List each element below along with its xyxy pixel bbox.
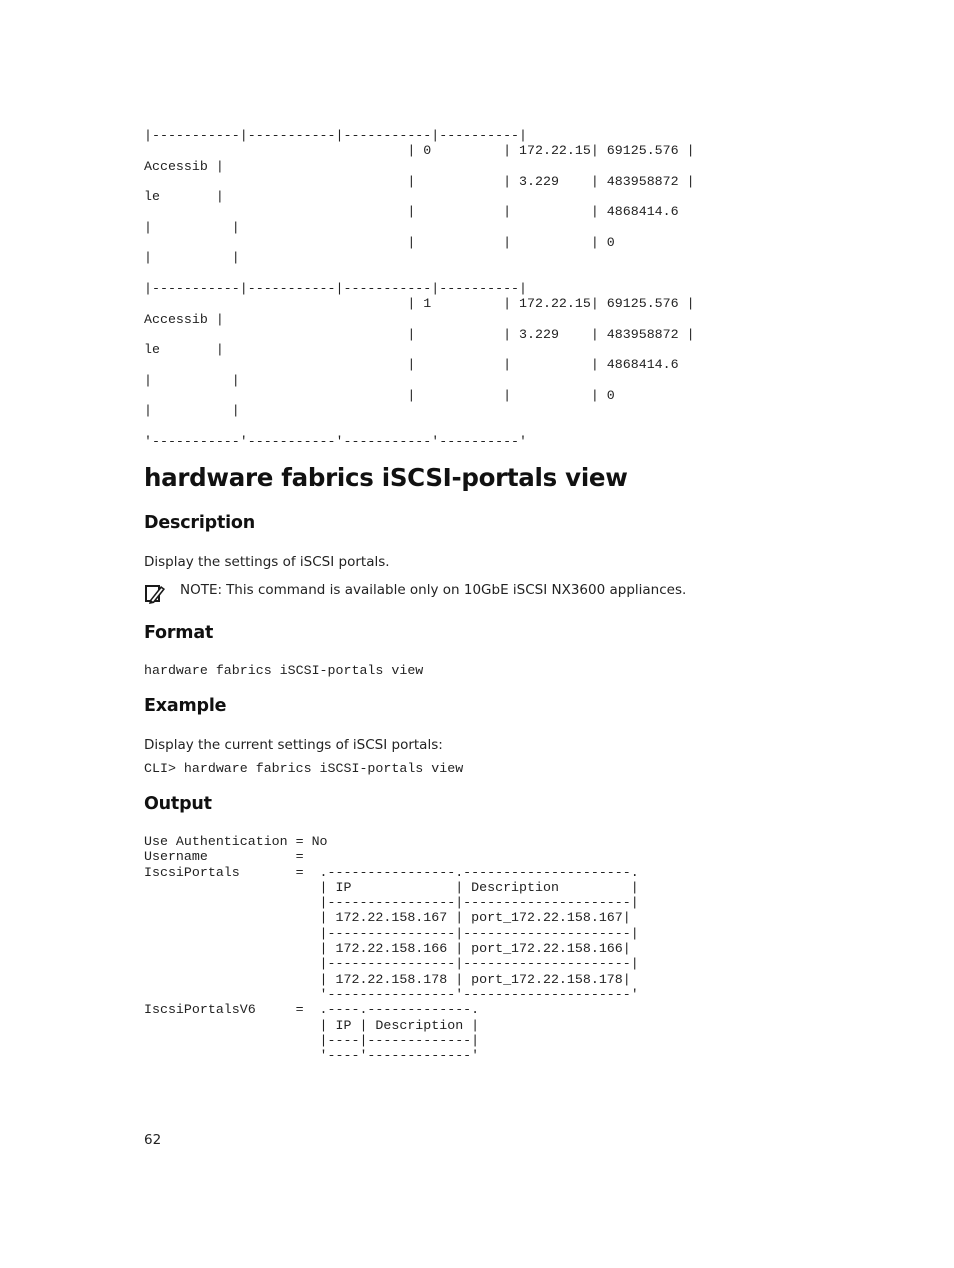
note-pencil-icon [144,582,166,606]
note-callout [144,582,686,606]
example-heading: Example [144,696,227,716]
format-code: hardware fabrics iSCSI-portals view [144,663,424,678]
note-label: NOTE: [180,582,223,598]
description-heading: Description [144,513,255,533]
output-code: Use Authentication = No Username = IscsiPortals = .----------------.---------------------. | IP | Description | |----------------|---------------------| | 172.22.158.167 | port_172.22.158.167| |----------------|---------------------| | 172.22.158.166 | port_172.22.158.166| |----------------|---------------------| | 172.22.158.178 | port_172.22.158.178| '----------------'---------------------' IscsiPortalsV6 = .----.-------------. | IP | Description | |----|-------------| '----'-------------' [144,834,639,1064]
page-number: 62 [144,1132,162,1148]
section-title: hardware fabrics iSCSI-portals view [144,463,628,492]
example-text: Display the current settings of iSCSI portals: [144,737,443,753]
description-text: Display the settings of iSCSI portals. [144,554,390,570]
output-heading: Output [144,794,212,814]
example-code: CLI> hardware fabrics iSCSI-portals view [144,761,464,776]
previous-command-output: |-----------|-----------|-----------|----------| | 0 | 172.22.15| 69125.576 | Accessib | | | 3.229 | 483958872 | le | | | | 4868414.6 | | | | | 0 | | |-----------|-----------|-----------|----------| | 1 | 172.22.15| 69125.576 | Accessib | | | 3.229 | 483958872 | le | | | | 4868414.6 | | | | | 0 | | '-----------'-----------'-----------'----------' [144,128,695,449]
note-text: This command is available only on 10GbE iSCSI NX3600 appliances. [226,582,687,598]
format-heading: Format [144,623,214,643]
